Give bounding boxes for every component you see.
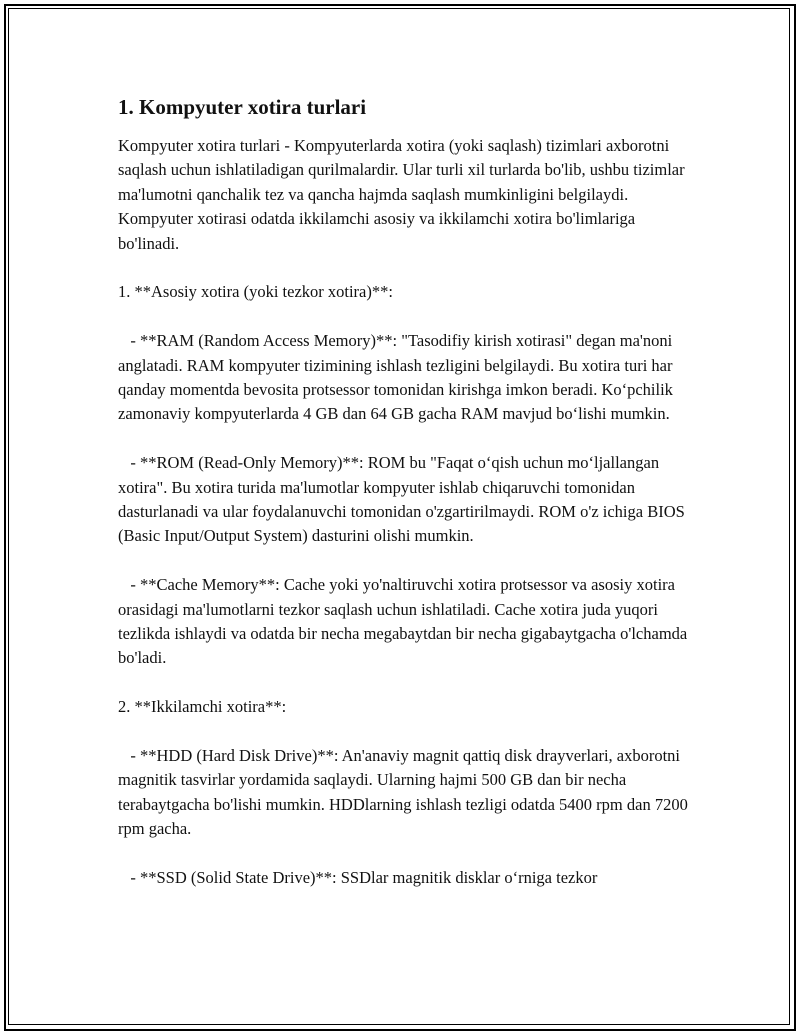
document-body [118, 94, 693, 915]
paragraph-ram: - **RAM (Random Access Memory)**: "Tasodifiy kirish xotirasi" degan ma'noni anglatadi. RAM kompyuter tizimining ishlash tezligini belgilaydi. Bu xotira turi har qanday momentda bevosita protsessor tomonidan kirishga imkon beradi. Koʻpchilik zamonaviy kompyuterlarda 4 GB dan 64 GB gacha RAM mavjud boʻlishi mumkin. [118, 331, 678, 424]
document-title: 1. Kompyuter xotira turlari [118, 95, 367, 119]
paragraph-primary-memory-heading: 1. **Asosiy xotira (yoki tezkor xotira)**: [118, 282, 393, 302]
paragraph-rom: - **ROM (Read-Only Memory)**: ROM bu "Faqat oʻqish uchun moʻljallangan xotira". Bu xotira turida ma'lumotlar kompyuter ishlab chiqaruvchi tomonidan dasturlanadi va ular foydalanuvchi tomonidan o'zgartirilmaydi. ROM o'z ichiga BIOS (Basic Input/Output System) dasturini olishi mumkin. [118, 453, 689, 546]
paragraph-secondary-memory-heading: 2. **Ikkilamchi xotira**: [118, 697, 287, 717]
paragraph-ssd: - **SSD (Solid State Drive)**: SSDlar magnitik disklar oʻrniga tezkor [118, 868, 598, 888]
paragraph-intro: Kompyuter xotira turlari - Kompyuterlarda xotira (yoki saqlash) tizimlari axborotni saqlash uchun ishlatiladigan qurilmalardir. Ular turli xil turlarda bo'lib, ushbu tizimlar ma'lumotni qanchalik tez va qancha hajmda saqlash mumkinligini belgilaydi. Kompyuter xotirasi odatda ikkilamchi asosiy va ikkilamchi xotira bo'limlariga bo'linadi. [118, 136, 689, 253]
paragraph-hdd: - **HDD (Hard Disk Drive)**: An'anaviy magnit qattiq disk drayverlari, axborotni magnitik tasvirlar yordamida saqlaydi. Ularning hajmi 500 GB dan bir necha terabaytgacha bo'lishi mumkin. HDDlarning ishlash tezligi odatda 5400 rpm dan 7200 rpm gacha. [118, 746, 692, 839]
paragraph-cache: - **Cache Memory**: Cache yoki yo'naltiruvchi xotira protsessor va asosiy xotira orasidagi ma'lumotlarni tezkor saqlash uchun ishlatiladi. Cache xotira juda yuqori tezlikda ishlaydi va odatda bir necha megabaytdan bir necha gigabaytgacha o'lchamda bo'ladi. [118, 575, 692, 668]
